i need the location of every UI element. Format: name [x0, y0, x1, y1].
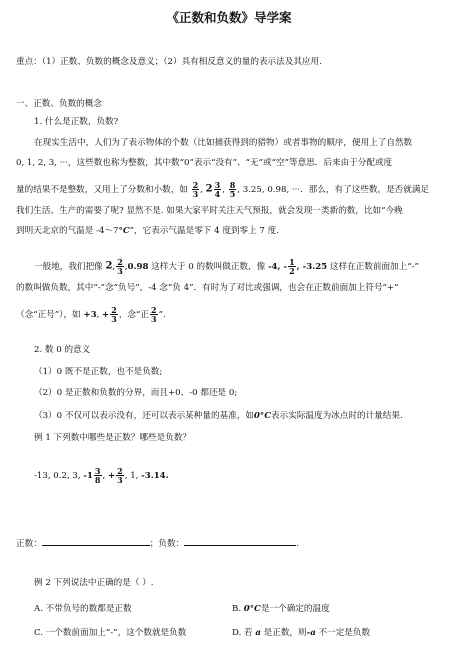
num-2: 2: [105, 260, 113, 272]
p1-l5-text-a: 到明天北京的气温是 -4～7: [16, 226, 119, 236]
paragraph-2-line-3: [16, 306, 166, 323]
negative-example-b: , -3.25: [296, 262, 328, 272]
paragraph-2-line-2: 的数叫做负数，其中“-”念“负号”，-4 念“负 4”．有时为了对比或强调，也会在正数前面加上符号“+”: [16, 283, 399, 293]
section1-heading: 一、正数、负数的概念: [16, 99, 102, 109]
paragraph-1-line-5: [16, 225, 279, 237]
negative-answer-blank[interactable]: [184, 536, 296, 546]
negative-label: ；负数：: [149, 539, 185, 549]
zero-meaning-item-3: [34, 410, 403, 422]
option-d[interactable]: [232, 627, 370, 639]
fraction-3-4: $\frac{3}{4}$: [214, 180, 221, 199]
fraction-2-3d: $\frac{2}{3}$: [151, 305, 157, 324]
plus-sign: +: [102, 310, 110, 320]
paragraph-1-line-4: 我们生活、生产的需要了呢? 显然不是. 如果大家平时关注天气预报，就会发现一类新的数，比如“今晚: [16, 206, 403, 216]
p2-l1-text-c: 这样在正数前面加上“-”: [329, 262, 419, 272]
period: .: [296, 539, 299, 549]
p2-l3-text-c: ”.: [158, 310, 166, 320]
p1-l3-text-a: 量的结果不是整数，又用上了分数和小数，如: [16, 185, 188, 195]
i3-text-b: 表示实际温度为冰点时的计量结果.: [271, 411, 403, 421]
zero-degree-celsius: 0°C: [253, 411, 272, 421]
fraction-2-3: $\frac{2}{3}$: [192, 180, 199, 199]
option-b-prefix: B.: [232, 604, 244, 614]
positive-label: 正数：: [16, 539, 42, 549]
p2-l3-text-b: ，念“正: [118, 310, 150, 320]
variable-a: a: [255, 628, 261, 638]
numbers-b: ,: [102, 471, 108, 481]
key-points: 重点：（1）正数、负数的概念及意义；（2）具有相反意义的量的表示法及其应用.: [16, 57, 322, 67]
comma: ,: [222, 185, 225, 195]
mixed-int-2: 2: [205, 183, 213, 195]
example-1-question: 例 1 下列数中哪些是正数？哪些是负数？: [34, 433, 192, 443]
example-1-answer: [16, 536, 299, 550]
minus-1: -1: [83, 471, 93, 481]
option-b-text: 是一个确定的温度: [260, 604, 330, 614]
numbers-a: -13, 0.2, 3,: [34, 471, 84, 481]
zero-meaning-item-1: （1）0 既不是正数，也不是负数;: [34, 367, 163, 377]
option-c[interactable]: C. 一个数前面加上“-”，这个数就是负数: [34, 628, 187, 638]
comma: ,: [124, 262, 128, 272]
question-1: 1. 什么是正数，负数?: [34, 117, 119, 127]
numbers-d: -3.14.: [141, 471, 169, 481]
comma: ,: [237, 185, 240, 195]
fraction-8-5: $\frac{8}{5}$: [229, 180, 236, 199]
comma: ,: [112, 262, 116, 272]
fraction-2-3e: $\frac{2}{3}$: [117, 466, 123, 485]
example-2-question: 例 2 下列说法中正确的是（ ）.: [34, 578, 154, 588]
variable-neg-a: -a: [306, 628, 316, 638]
section2-heading: 2. 数 0 的意义: [34, 345, 91, 355]
option-d-text-b: 是正数，则: [260, 628, 307, 638]
plus-3: +3: [83, 310, 97, 320]
zero-meaning-item-2: （2）0 是正数和负数的分界，而且+0、-0 都还是 0;: [34, 388, 238, 398]
i3-text-a: （3）0 不仅可以表示没有，还可以表示某种量的基准，如: [34, 411, 254, 421]
plus-sign-2: +: [107, 471, 116, 481]
positive-example: 0.98: [127, 262, 149, 272]
p1-l5-text-b: ”，它表示气温是零下 4 度到零上 7 度.: [129, 226, 279, 236]
option-b[interactable]: [232, 603, 330, 615]
paragraph-1-line-3: [16, 181, 429, 198]
p2-l1-text-a: 一般地，我们把像: [34, 262, 103, 272]
paragraph-2-line-1: [34, 258, 419, 275]
degree-celsius: °C: [118, 226, 130, 236]
fraction-3-8: $\frac{3}{8}$: [94, 466, 101, 485]
comma: ,: [96, 310, 100, 320]
option-d-text-c: 不一定是负数: [315, 628, 371, 638]
option-a[interactable]: A. 不带负号的数都是正数: [34, 604, 132, 614]
page-title: 《正数和负数》导学案: [166, 10, 292, 25]
paragraph-1-line-1: 在现实生活中，人们为了表示物体的个数（比如捕获得到的猎物）或者事物的顺序，便用上了自然数: [34, 138, 413, 148]
fraction-2-3b: $\frac{2}{3}$: [117, 257, 123, 276]
numbers-c: , 1,: [124, 471, 142, 481]
p2-l1-text-b: 这样大于 0 的数叫做正数，像: [151, 262, 266, 272]
p2-l3-text-a: （念“正号”），如: [16, 310, 81, 320]
positive-answer-blank[interactable]: [42, 536, 150, 546]
negative-example-a: -4, -: [267, 262, 288, 272]
option-d-text-a: D. 若: [232, 628, 256, 638]
example-1-numbers: [34, 467, 169, 484]
fraction-2-3c: $\frac{2}{3}$: [111, 305, 117, 324]
fraction-1-2: $\frac{1}{2}$: [289, 257, 295, 276]
p1-l3-text-b: 3.25, 0.98, ···．那么，有了这些数，是否就满足: [242, 185, 430, 195]
paragraph-1-line-2: 0, 1, 2, 3, ···，这些数也称为整数，其中数“0”表示“没有”、“无”或“空”等意思．后来由于分配或度: [16, 158, 393, 168]
comma: ,: [200, 185, 203, 195]
zero-degree-celsius-b: 0°C: [243, 604, 261, 614]
